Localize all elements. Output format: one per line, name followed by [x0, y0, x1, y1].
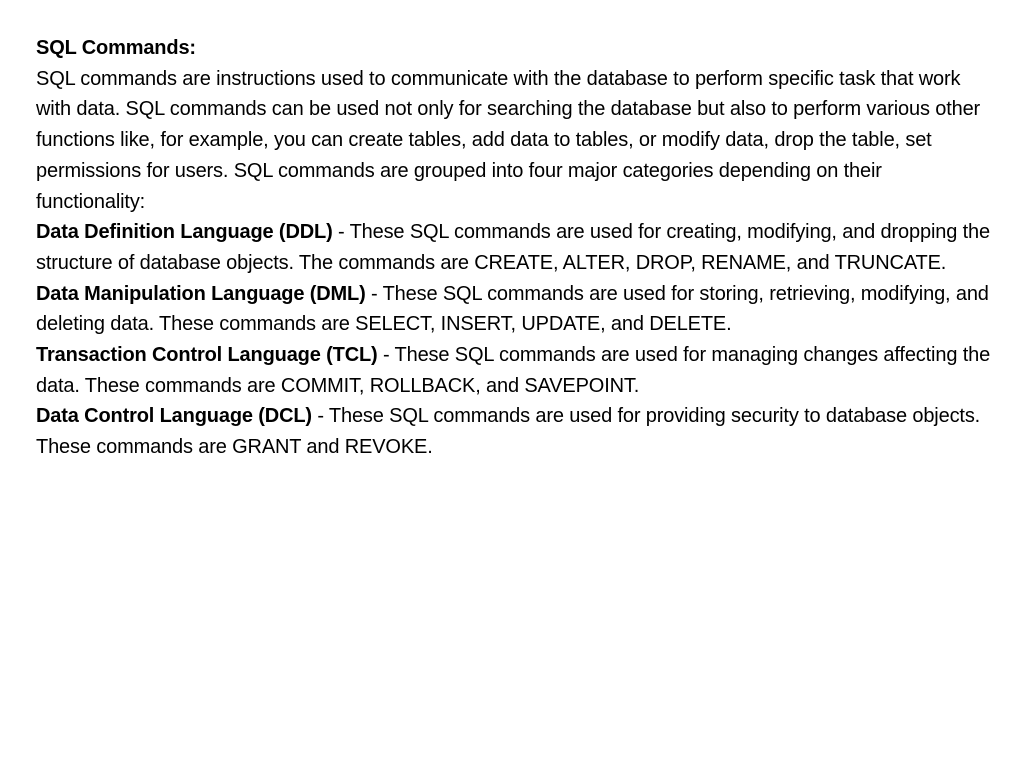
category-dcl [36, 401, 996, 462]
category-description: - These SQL commands are used for managing changes affecting the data. These commands are COMMIT, ROLLBACK, and SAVEPOINT. [36, 344, 991, 397]
category-description: - These SQL commands are used for creating, modifying, and dropping the structure of database objects. The commands are CREATE, ALTER, DROP, RENAME, and TRUNCATE. [36, 221, 990, 274]
slide-heading: SQL Commands: [36, 37, 196, 59]
category-term: Data Definition Language (DDL) [36, 221, 333, 244]
category-description: - These SQL commands are used for providing security to database objects. These commands are GRANT and REVOKE. [36, 405, 981, 459]
category-description: - These SQL commands are used for storing, retrieving, modifying, and deleting data. These commands are SELECT, INSERT, UPDATE, and DELETE. [36, 282, 989, 336]
category-ddl [36, 217, 996, 278]
category-term: Data Control Language (DCL) [36, 405, 312, 428]
category-term: Transaction Control Language (TCL) [36, 344, 378, 367]
category-tcl [36, 340, 996, 401]
category-term: Data Manipulation Language (DML) [36, 282, 366, 305]
slide-text-body [36, 33, 996, 463]
category-dml [36, 279, 996, 340]
intro-paragraph: SQL commands are instructions used to communicate with the database to perform specific task that work with data. SQL commands can be used not only for searching the database but also to perform various other functions like, for example, you can create tables, add data to tables, or modify data, drop the table, set permissions for users. SQL commands are grouped into four major categories depending on their functionality: [36, 67, 981, 213]
